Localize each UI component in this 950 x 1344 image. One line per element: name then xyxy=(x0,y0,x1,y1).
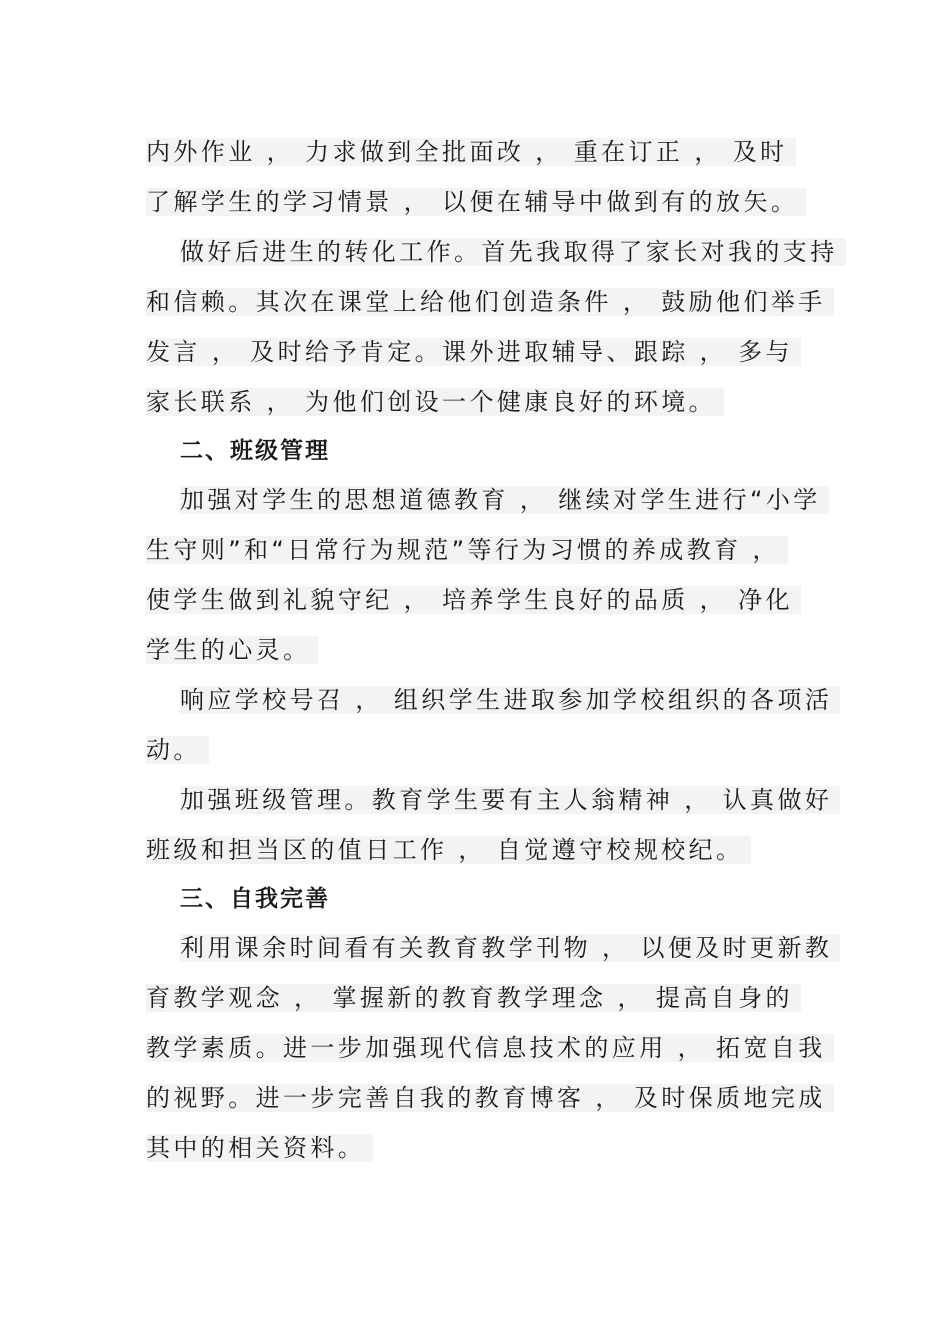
text-line-content: 使学生做到礼貌守纪 ， 培养学生良好的品质 ， 净化 xyxy=(146,586,801,614)
paragraph-first-line xyxy=(180,930,840,966)
text-line xyxy=(146,184,806,220)
text-line xyxy=(146,1080,834,1116)
paragraph-first-line xyxy=(180,482,829,518)
text-line-content: 响应学校号召 ， 组织学生进取参加学校组织的各项活 xyxy=(180,686,840,714)
text-line xyxy=(146,532,788,568)
text-line-content: 加强班级管理。教育学生要有主人翁精神 ， 认真做好 xyxy=(180,786,840,814)
text-line-content: 的视野。进一步完善自我的教育博客 ， 及时保质地完成 xyxy=(146,1084,834,1112)
section-heading-class-management: 二、班级管理 xyxy=(180,438,330,464)
text-line-content: 利用课余时间看有关教育教学刊物 ， 以便及时更新教 xyxy=(180,934,840,962)
paragraph-first-line xyxy=(180,782,840,818)
text-line-content: 内外作业 ， 力求做到全批面改 ， 重在订正 ， 及时 xyxy=(146,138,796,166)
text-line xyxy=(146,384,724,420)
text-line xyxy=(146,134,796,170)
text-line xyxy=(146,1030,834,1066)
text-line-content: 教学素质。进一步加强现代信息技术的应用 ， 拓宽自我 xyxy=(146,1034,834,1062)
section-heading-self-improvement: 三、自我完善 xyxy=(180,886,330,912)
text-line-content: 做好后进生的转化工作。首先我取得了家长对我的支持 xyxy=(180,238,846,266)
text-line xyxy=(146,284,834,320)
text-line-content: 了解学生的学习情景 ， 以便在辅导中做到有的放矢。 xyxy=(146,188,806,216)
text-line-content: 和信赖。其次在课堂上给他们创造条件 ， 鼓励他们举手 xyxy=(146,288,834,316)
text-line-content: 其中的相关资料。 xyxy=(146,1134,373,1162)
paragraph-first-line xyxy=(180,682,840,718)
text-line-content: 家长联系 ， 为他们创设一个健康良好的环境。 xyxy=(146,388,724,416)
text-line-content: 动。 xyxy=(146,736,209,764)
text-line-content: 加强对学生的思想道德教育 ， 继续对学生进行“小学 xyxy=(180,486,829,514)
text-line xyxy=(146,980,801,1016)
text-line-content: 发言 ， 及时给予肯定。课外进取辅导、跟踪 ， 多与 xyxy=(146,338,801,366)
text-line xyxy=(146,632,318,668)
text-line xyxy=(146,732,209,768)
text-line-content: 育教学观念 ， 掌握新的教育教学理念 ， 提高自身的 xyxy=(146,984,801,1012)
text-line xyxy=(146,832,751,868)
paragraph-first-line xyxy=(180,234,846,270)
text-line-content: 班级和担当区的值日工作 ， 自觉遵守校规校纪。 xyxy=(146,836,751,864)
text-line xyxy=(146,1130,373,1166)
text-line-content: 学生的心灵。 xyxy=(146,636,318,664)
text-line-content: 生守则”和“日常行为规范”等行为习惯的养成教育 ， xyxy=(146,536,788,564)
text-line xyxy=(146,582,801,618)
text-line xyxy=(146,334,801,370)
